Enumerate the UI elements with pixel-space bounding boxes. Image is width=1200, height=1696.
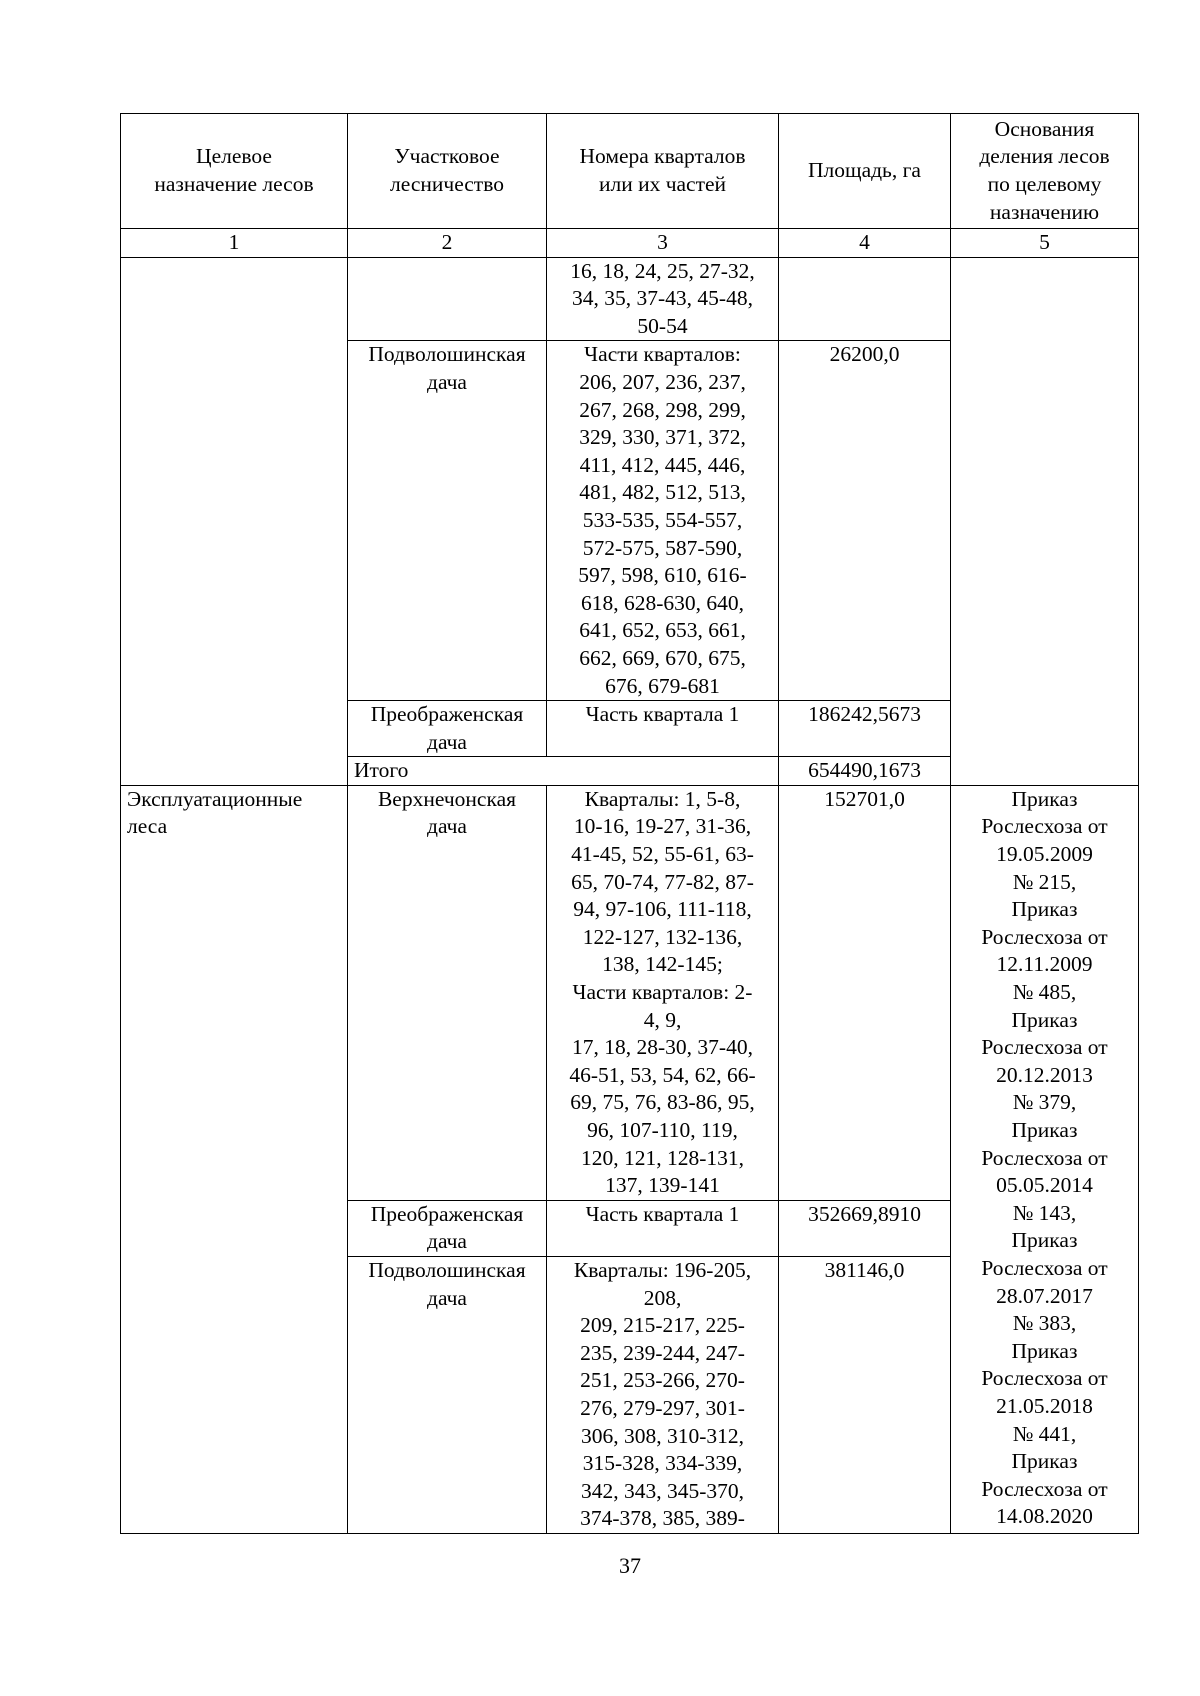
column-number: 1 — [121, 229, 348, 258]
area-cell: 381146,0 — [779, 1256, 951, 1533]
area-cell: 186242,5673 — [779, 701, 951, 757]
table-row — [121, 785, 1139, 1200]
quarters-cell: Части кварталов: 206, 207, 236, 237, 267, 268, 298, 299, 329, 330, 371, 372, 411, 412, 445, 446, 481, 482, 512, 513, 533-535, 554-557, 572-575, 587-590, 597, 598, 610, 616- 618, 628-630, 640, 641, 652, 653, 661, 662, 669, 670, 675, 676, 679-681 — [547, 341, 779, 701]
quarters-cell: Кварталы: 196-205, 208, 209, 215-217, 225- 235, 239-244, 247- 251, 253-266, 270- 276, 279-297, 301- 306, 308, 310-312, 315-328, 334-339, 342, 343, 345-370, 374-378, 385, 389- — [547, 1256, 779, 1533]
header-forestry: Участковое лесничество — [348, 114, 547, 229]
area-cell: 352669,8910 — [779, 1200, 951, 1256]
area-cell — [779, 257, 951, 341]
table-header-row — [121, 114, 1139, 229]
forestry-cell: Верхнечонская дача — [348, 785, 547, 1200]
column-number: 3 — [547, 229, 779, 258]
total-label: Итого — [348, 757, 779, 786]
purpose-cell: Эксплуатационные леса — [121, 785, 348, 1533]
area-cell: 152701,0 — [779, 785, 951, 1200]
quarters-cell: Часть квартала 1 — [547, 701, 779, 757]
column-number: 2 — [348, 229, 547, 258]
forestry-cell — [348, 257, 547, 341]
purpose-cell-continued — [121, 257, 348, 785]
basis-cell: Приказ Рослесхоза от 19.05.2009 № 215, Приказ Рослесхоза от 12.11.2009 № 485, Приказ Рослесхоза от 20.12.2013 № 379, Приказ Рослесхоза от 05.05.2014 № 143, Приказ Рослесхоза от 28.07.2017 № 383, Приказ Рослесхоза от 21.05.2018 № 441, Приказ Рослесхоза от 14.08.2020 — [951, 785, 1139, 1533]
column-number-row — [121, 229, 1139, 258]
column-number: 5 — [951, 229, 1139, 258]
header-area: Площадь, га — [779, 114, 951, 229]
forestry-cell: Подволошинская дача — [348, 341, 547, 701]
quarters-cell: Кварталы: 1, 5-8, 10-16, 19-27, 31-36, 41-45, 52, 55-61, 63- 65, 70-74, 77-82, 87- 94, 97-106, 111-118, 122-127, 132-136, 138, 142-145; Части кварталов: 2- 4, 9, 17, 18, 28-30, 37-40, 46-51, 53, 54, 62, 66- 69, 75, 76, 83-86, 95, 96, 107-110, 119, 120, 121, 128-131, 137, 139-141 — [547, 785, 779, 1200]
header-forest-purpose: Целевое назначение лесов — [121, 114, 348, 229]
quarters-cell: 16, 18, 24, 25, 27-32, 34, 35, 37-43, 45-48, 50-54 — [547, 257, 779, 341]
header-quarter-numbers: Номера кварталов или их частей — [547, 114, 779, 229]
total-area: 654490,1673 — [779, 757, 951, 786]
area-cell: 26200,0 — [779, 341, 951, 701]
forestry-cell: Преображенская дача — [348, 1200, 547, 1256]
header-basis: Основания деления лесов по целевому назначению — [951, 114, 1139, 229]
column-number: 4 — [779, 229, 951, 258]
quarters-cell: Часть квартала 1 — [547, 1200, 779, 1256]
forestry-cell: Преображенская дача — [348, 701, 547, 757]
table-row — [121, 257, 1139, 341]
forest-purpose-table — [120, 113, 1139, 1534]
forestry-cell: Подволошинская дача — [348, 1256, 547, 1533]
basis-cell-continued — [951, 257, 1139, 785]
page-number: 37 — [619, 1553, 641, 1578]
